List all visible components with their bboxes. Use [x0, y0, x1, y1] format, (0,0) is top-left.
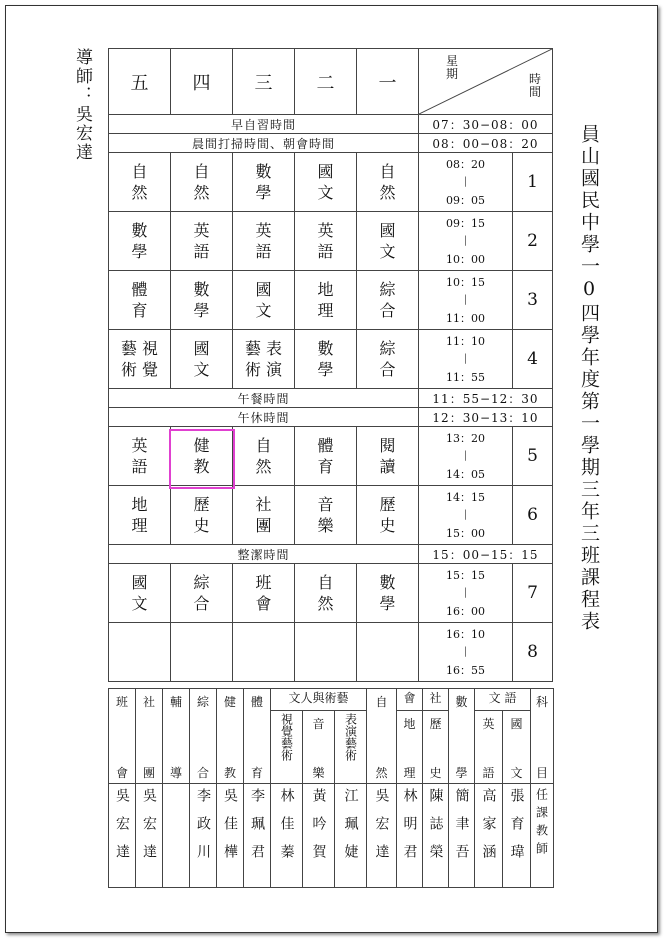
- subject-bottom: 文: [510, 766, 523, 781]
- subject-top: 地: [403, 717, 416, 732]
- class-line-1: 自: [255, 436, 272, 455]
- class-cell: [295, 153, 357, 212]
- period-bar: |: [463, 352, 468, 364]
- teacher-name: 高家涵: [480, 788, 497, 872]
- class-line-1: 自: [193, 162, 210, 181]
- highlight-box: [169, 429, 235, 489]
- class-line-1: 國: [379, 221, 396, 240]
- subject-top: 班: [115, 695, 128, 709]
- class-cell: [233, 427, 295, 486]
- homeroom-teacher: 導師：吳宏達: [72, 48, 92, 162]
- class-cell: [109, 271, 171, 330]
- class-line-2: 語: [317, 242, 334, 261]
- subject-header: [397, 711, 423, 784]
- class-line-1: 地: [317, 280, 334, 299]
- class-line-2: 讀: [379, 457, 396, 476]
- class-cell: [357, 212, 419, 271]
- class-cell: [233, 153, 295, 212]
- class-line-2: 然: [131, 183, 148, 202]
- class-cell: [171, 623, 233, 682]
- teacher-cell: [367, 784, 397, 888]
- class-cell: [295, 330, 357, 389]
- subject-bottom: 導: [169, 766, 182, 780]
- class-line-1: 自: [379, 162, 396, 181]
- teacher-name: 李珮君: [249, 788, 265, 872]
- class-line-1: 數: [193, 280, 210, 299]
- class-cell: [109, 623, 171, 682]
- class-cell: [109, 330, 171, 389]
- period-start: 10：15: [446, 275, 485, 289]
- subject-top: 表演藝術: [343, 713, 358, 762]
- class-line-1: 國: [193, 339, 210, 358]
- teacher-name: 吳佳樺: [222, 788, 238, 872]
- teacher-name: 張育瑋: [508, 788, 525, 872]
- class-cell: [171, 330, 233, 389]
- period-row: [109, 212, 553, 271]
- subject-header: [475, 711, 503, 784]
- teacher-name: 林佳蓁: [278, 788, 295, 872]
- period-start: 14：15: [446, 490, 485, 504]
- class-cell: [357, 271, 419, 330]
- subject-header: [163, 689, 190, 784]
- class-cell: [295, 427, 357, 486]
- class-line-2: 教: [193, 457, 210, 476]
- period-row: [109, 330, 553, 389]
- class-line-1: 歷: [193, 495, 210, 514]
- teacher-cell: [531, 784, 554, 888]
- class-line-1: 數: [317, 339, 334, 358]
- period-bar: |: [463, 449, 468, 461]
- teacher-cell: [335, 784, 367, 888]
- class-cell: [295, 564, 357, 623]
- day-header: 一: [357, 49, 419, 115]
- class-line-2: 文: [379, 242, 396, 261]
- subject-bottom: 育: [250, 766, 263, 780]
- subject-top: 輔: [169, 695, 182, 709]
- class-line-2: 團: [255, 516, 272, 535]
- subject-top: 歷: [429, 717, 442, 732]
- class-line-1: 綜: [379, 339, 396, 358]
- period-bar: |: [463, 508, 468, 520]
- period-start: 15：15: [446, 568, 485, 582]
- period-time: [419, 330, 513, 389]
- period-start: 13：20: [446, 431, 485, 445]
- class-cell: [109, 564, 171, 623]
- class-line-2: 學: [379, 594, 396, 613]
- class-line-2: 語: [131, 457, 148, 476]
- class-line-2: 合: [193, 594, 210, 613]
- corner-day-label: 星期: [445, 54, 458, 81]
- class-cell: [233, 271, 295, 330]
- subject-header: [271, 711, 303, 784]
- teacher-cell: [449, 784, 475, 888]
- teacher-cell: [303, 784, 335, 888]
- day-header: 二: [295, 49, 357, 115]
- period-end: 16：55: [446, 663, 485, 677]
- class-cell: [295, 623, 357, 682]
- period-start: 11：10: [446, 334, 485, 348]
- band-morning-clean-label: 晨間打掃時間、朝會時間: [109, 134, 419, 153]
- period-end: 11：55: [446, 370, 485, 384]
- band-nap-time: 12：30−13：10: [419, 408, 553, 427]
- class-line-1: 自: [131, 162, 148, 181]
- class-line-1: 自: [317, 573, 334, 592]
- period-number: 1: [513, 153, 553, 212]
- class-line-1: 英: [317, 221, 334, 240]
- subject-header: [423, 711, 449, 784]
- teacher-cell: [136, 784, 163, 888]
- teacher-cell: [109, 784, 136, 888]
- band-lunch-label: 午餐時間: [109, 389, 419, 408]
- subject-bottom: 史: [429, 766, 442, 781]
- class-line-2: 文: [317, 183, 334, 202]
- timetable: [108, 48, 553, 682]
- period-bar: |: [463, 293, 468, 305]
- class-cell: [109, 153, 171, 212]
- class-cell: [357, 564, 419, 623]
- class-line-1: 國: [317, 162, 334, 181]
- class-cell: [357, 623, 419, 682]
- class-line-2: 然: [255, 457, 272, 476]
- corner-time-label: 時間: [528, 72, 541, 99]
- teacher-cell: [423, 784, 449, 888]
- class-line-1: 音: [317, 495, 334, 514]
- class-line-2: 術 覺: [120, 360, 159, 379]
- subject-header: [449, 689, 475, 784]
- period-number: 5: [513, 427, 553, 486]
- period-bar: |: [463, 234, 468, 246]
- teacher-name: 李政川: [195, 788, 211, 872]
- class-line-1: 國: [255, 280, 272, 299]
- subject-header: [244, 689, 271, 784]
- band-morning-study-time: 07：30−08：00: [419, 115, 553, 134]
- teacher-name: 黃吟賀: [310, 788, 327, 872]
- document-title: 員山國民中學一0四學年度第一學期三年三班課程表: [578, 124, 600, 633]
- period-row: [109, 564, 553, 623]
- class-cell: [233, 623, 295, 682]
- band-nap-label: 午休時間: [109, 408, 419, 427]
- teacher-cell: [503, 784, 531, 888]
- header-row: [109, 49, 553, 115]
- period-end: 16：00: [446, 604, 485, 618]
- class-line-2: 育: [131, 301, 148, 320]
- day-header: 三: [233, 49, 295, 115]
- class-line-2: 學: [131, 242, 148, 261]
- class-cell: [233, 486, 295, 545]
- class-line-2: 學: [317, 360, 334, 379]
- class-line-2: 樂: [317, 516, 334, 535]
- class-line-2: 會: [255, 594, 272, 613]
- teacher-name: 吳宏達: [114, 788, 130, 872]
- subject-header: [136, 689, 163, 784]
- class-line-2: 術 演: [244, 360, 283, 379]
- band-tidy-label: 整潔時間: [109, 545, 419, 564]
- class-cell: [109, 427, 171, 486]
- class-cell: [171, 564, 233, 623]
- class-line-1: 班: [255, 573, 272, 592]
- class-cell: [109, 212, 171, 271]
- class-line-2: 語: [255, 242, 272, 261]
- band-morning-clean-time: 08：00−08：20: [419, 134, 553, 153]
- subject-header: [217, 689, 244, 784]
- day-header: 四: [171, 49, 233, 115]
- class-line-1: 體: [131, 280, 148, 299]
- period-number: 8: [513, 623, 553, 682]
- period-row: [109, 486, 553, 545]
- period-end: 09：05: [446, 193, 485, 207]
- group-lang: 文 語: [475, 689, 531, 711]
- band-tidy: [109, 545, 553, 564]
- period-time: [419, 153, 513, 212]
- subject-bottom: 學: [455, 766, 468, 780]
- class-line-1: 國: [131, 573, 148, 592]
- teacher-name: 江珮婕: [342, 788, 359, 872]
- class-line-1: 英: [255, 221, 272, 240]
- class-line-1: 綜: [379, 280, 396, 299]
- period-row: [109, 271, 553, 330]
- period-time: [419, 623, 513, 682]
- teacher-name: 吳宏達: [373, 788, 390, 872]
- subject-bottom: 目: [536, 766, 549, 780]
- class-cell: [295, 212, 357, 271]
- class-line-2: 理: [317, 301, 334, 320]
- teacher-name: 任課教師: [534, 788, 549, 860]
- class-line-2: 然: [193, 183, 210, 202]
- subject-header: [531, 689, 554, 784]
- class-line-2: 然: [379, 183, 396, 202]
- class-line-2: 育: [317, 457, 334, 476]
- band-morning-study: [109, 115, 553, 134]
- teacher-name: 簡聿吾: [453, 788, 470, 872]
- class-line-2: 史: [379, 516, 396, 535]
- subject-bottom: 團: [142, 766, 155, 780]
- period-end: 15：00: [446, 526, 485, 540]
- class-line-1: 數: [131, 221, 148, 240]
- class-line-1: 英: [131, 436, 148, 455]
- class-line-2: 文: [193, 360, 210, 379]
- class-cell: [171, 271, 233, 330]
- class-cell: [171, 486, 233, 545]
- subject-top: 體: [250, 695, 263, 709]
- class-line-1: 藝 視: [120, 339, 159, 358]
- period-bar: |: [463, 645, 468, 657]
- class-cell: [295, 271, 357, 330]
- class-line-2: 學: [193, 301, 210, 320]
- class-cell: [357, 427, 419, 486]
- subject-teacher-table: [108, 688, 554, 888]
- period-time: [419, 427, 513, 486]
- subject-top: 英: [482, 717, 495, 732]
- class-line-2: 理: [131, 516, 148, 535]
- teacher-name: 林明君: [401, 788, 418, 872]
- class-line-1: 數: [379, 573, 396, 592]
- teacher-cell: [271, 784, 303, 888]
- header-corner: [419, 49, 553, 115]
- class-line-1: 英: [193, 221, 210, 240]
- class-cell: [233, 330, 295, 389]
- class-cell: [171, 153, 233, 212]
- class-line-2: 文: [131, 594, 148, 613]
- class-cell: [109, 486, 171, 545]
- teacher-cell: [217, 784, 244, 888]
- group-social-b: 社: [423, 689, 449, 711]
- subject-header: [367, 689, 397, 784]
- period-time: [419, 271, 513, 330]
- class-line-2: 文: [255, 301, 272, 320]
- class-line-1: 地: [131, 495, 148, 514]
- subject-top: 國: [510, 717, 523, 732]
- teacher-name: 陳誌榮: [427, 788, 444, 872]
- period-bar: |: [463, 586, 468, 598]
- period-number: 7: [513, 564, 553, 623]
- group-arts: 文人與術藝: [271, 689, 367, 711]
- period-number: 4: [513, 330, 553, 389]
- class-cell: [171, 212, 233, 271]
- subject-header: [190, 689, 217, 784]
- class-line-1: 體: [317, 436, 334, 455]
- subject-bottom: 教: [223, 766, 236, 780]
- class-line-1: 健: [193, 436, 210, 455]
- class-line-2: 合: [379, 360, 396, 379]
- class-line-1: 數: [255, 162, 272, 181]
- subject-top: 數: [455, 695, 468, 709]
- teacher-cell: [397, 784, 423, 888]
- teacher-cell: [244, 784, 271, 888]
- period-row: [109, 623, 553, 682]
- teacher-cell: [475, 784, 503, 888]
- subject-header: [503, 711, 531, 784]
- subject-bottom: 合: [196, 766, 209, 780]
- class-line-2: 語: [193, 242, 210, 261]
- class-line-2: 史: [193, 516, 210, 535]
- class-line-1: 歷: [379, 495, 396, 514]
- subject-header: [109, 689, 136, 784]
- teacher-row: [109, 784, 554, 888]
- band-morning-clean: [109, 134, 553, 153]
- period-time: [419, 212, 513, 271]
- subject-top: 社: [142, 695, 155, 709]
- period-number: 3: [513, 271, 553, 330]
- subject-header: [303, 711, 335, 784]
- class-line-2: 合: [379, 301, 396, 320]
- band-nap: [109, 408, 553, 427]
- class-cell: [357, 153, 419, 212]
- class-cell: [233, 564, 295, 623]
- group-social-a: 會: [397, 689, 423, 711]
- subject-top: 音: [312, 717, 325, 732]
- teacher-cell: [190, 784, 217, 888]
- subject-top: 健: [223, 695, 236, 709]
- subject-top: 綜: [196, 695, 209, 709]
- band-lunch: [109, 389, 553, 408]
- period-number: 2: [513, 212, 553, 271]
- class-cell: [357, 486, 419, 545]
- subject-group-row: [109, 689, 554, 711]
- class-line-1: 社: [255, 495, 272, 514]
- teacher-name: 吳宏達: [141, 788, 157, 872]
- period-start: 09：15: [446, 216, 485, 230]
- subject-top: 視覺藝術: [279, 713, 294, 762]
- period-end: 11：00: [446, 311, 485, 325]
- subject-bottom: 理: [403, 766, 416, 781]
- subject-bottom: 語: [482, 766, 495, 781]
- teacher-cell: [163, 784, 190, 888]
- subject-top: 科: [536, 695, 549, 709]
- subject-header: [335, 711, 367, 784]
- period-end: 10：00: [446, 252, 485, 266]
- period-start: 08：20: [446, 157, 485, 171]
- class-cell: [357, 330, 419, 389]
- band-morning-study-label: 早自習時間: [109, 115, 419, 134]
- class-line-1: 綜: [193, 573, 210, 592]
- band-lunch-time: 11：55−12：30: [419, 389, 553, 408]
- period-row: [109, 153, 553, 212]
- subject-bottom: 會: [115, 766, 128, 780]
- class-cell: [295, 486, 357, 545]
- period-time: [419, 486, 513, 545]
- class-line-1: 藝 表: [244, 339, 283, 358]
- class-line-2: 然: [317, 594, 334, 613]
- subject-top: 自: [375, 695, 388, 709]
- period-number: 6: [513, 486, 553, 545]
- period-start: 16：10: [446, 627, 485, 641]
- class-cell: [233, 212, 295, 271]
- class-line-2: 學: [255, 183, 272, 202]
- period-time: [419, 564, 513, 623]
- day-header: 五: [109, 49, 171, 115]
- subject-bottom: 然: [375, 766, 388, 780]
- period-bar: |: [463, 175, 468, 187]
- subject-bottom: 樂: [312, 766, 325, 781]
- class-line-1: 閱: [379, 436, 396, 455]
- period-end: 14：05: [446, 467, 485, 481]
- band-tidy-time: 15：00−15：15: [419, 545, 553, 564]
